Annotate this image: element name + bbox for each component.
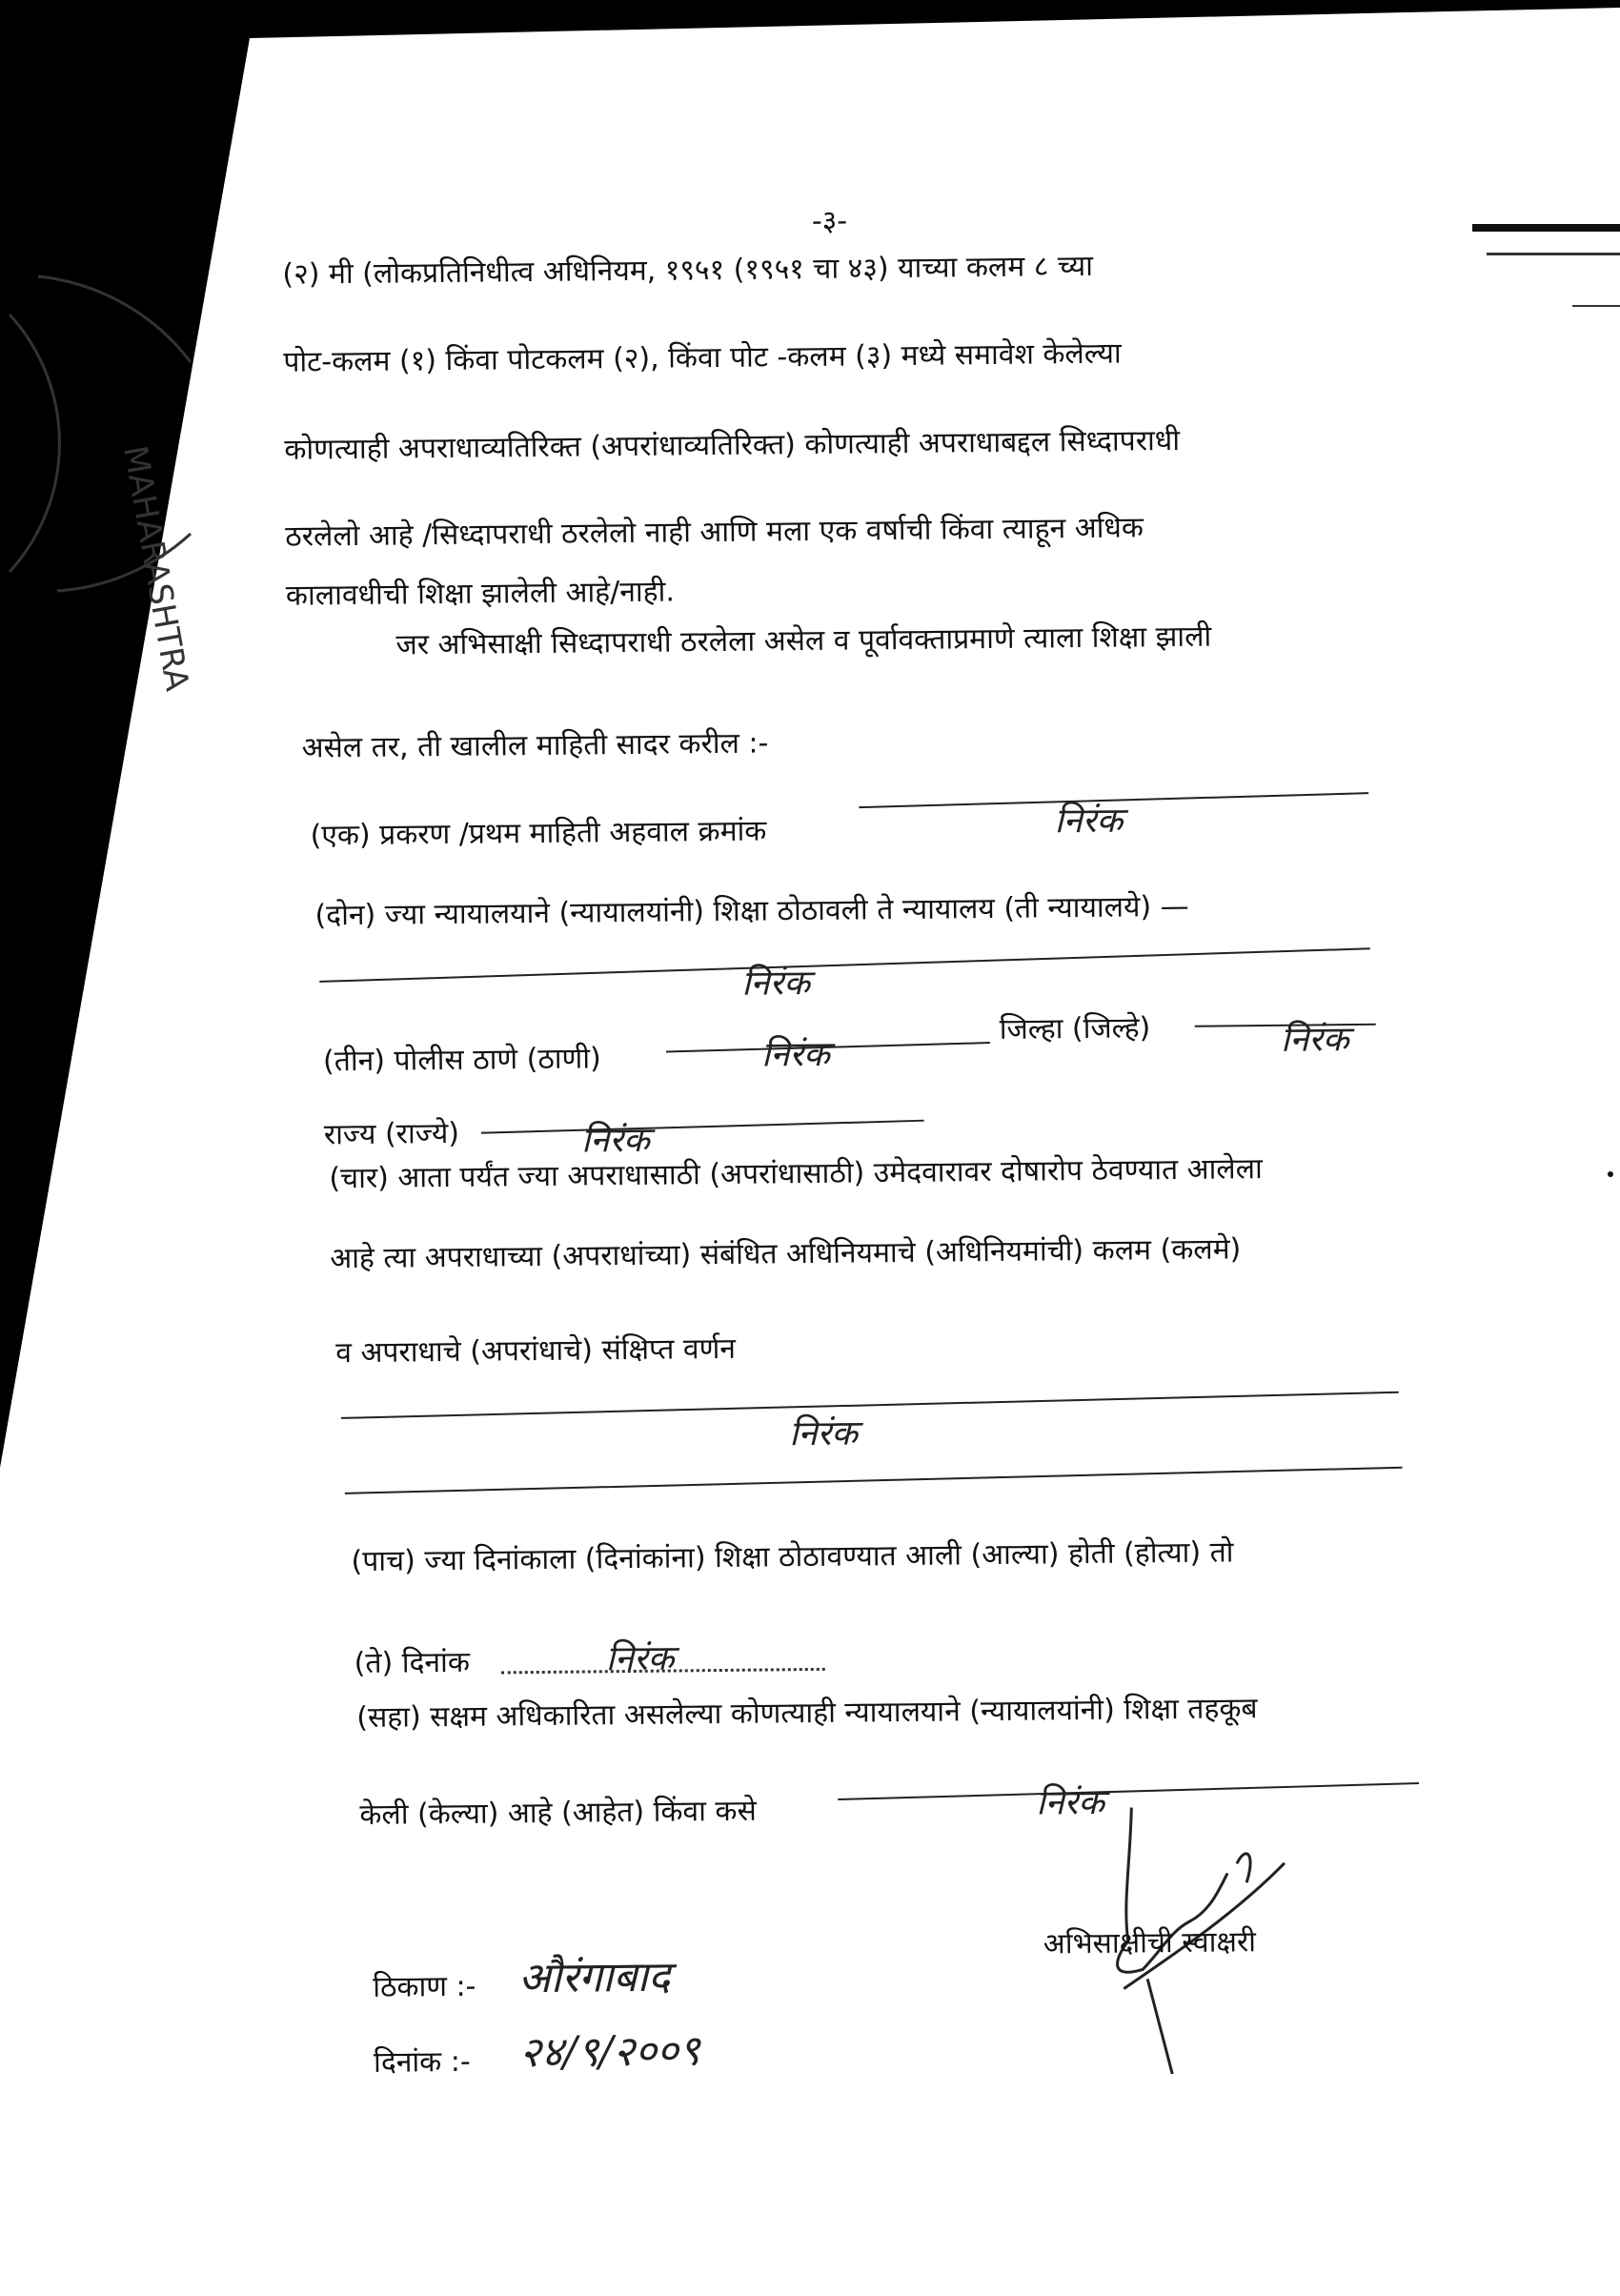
item-three-value: निरंक — [760, 1034, 830, 1075]
item-one-value: निरंक — [1054, 801, 1124, 842]
clause-2-line: ठरलेलो आहे /सिध्दापराधी ठरलेलो नाही आणि मला एक वर्षाची किंवा त्याहून अधिक — [285, 511, 1144, 554]
place-value: औरंगाबाद — [517, 1952, 671, 2003]
item-six-value: निरंक — [1036, 1782, 1105, 1823]
state-value: निरंक — [580, 1120, 650, 1161]
item-four-line: व अपराधाचे (अपरांधाचे) संक्षिप्त वर्णन — [335, 1331, 737, 1371]
clause-2-line: (२) मी (लोकप्रतिनिधीत्व अधिनियम, १९५१ (१९५१ चा ४३) याच्या कलम ८ च्या — [282, 249, 1094, 292]
item-one-label: (एक) प्रकरण /प्रथम माहिती अहवाल क्रमांक — [310, 814, 767, 853]
date-label: दिनांक :- — [373, 2044, 471, 2080]
item-five-value: निरंक — [605, 1638, 675, 1679]
item-four-value: निरंक — [788, 1413, 859, 1454]
item-four-line: (चार) आता पर्यंत ज्या अपराधासाठी (अपरांधासाठी) उमेदवारावर दोषारोप ठेवण्यात आलेला — [329, 1152, 1263, 1196]
state-label: राज्य (राज्ये) — [323, 1116, 460, 1152]
date-value: २४/९/२००९ — [518, 2026, 701, 2078]
state-rule — [481, 1120, 924, 1134]
clause-2-line: कालावधीची शिक्षा झालेली आहे/नाही. — [285, 575, 676, 613]
item-four-rule-2 — [345, 1467, 1403, 1494]
district-value: निरंक — [1280, 1020, 1349, 1060]
item-six-rule — [838, 1782, 1419, 1800]
clause-2-line: पोट-कलम (१) किंवा पोटकलम (२), किंवा पोट -कलम (३) मध्ये समावेश केलेल्या — [283, 336, 1122, 379]
item-five-line: (पाच) ज्या दिनांकाला (दिनांकांना) शिक्षा ठोठावण्यात आली (आल्या) होती (होत्या) तो — [351, 1535, 1234, 1579]
item-two-rule — [319, 947, 1370, 983]
district-label: जिल्हा (जिल्हे) — [999, 1011, 1151, 1046]
item-six-line: (सहा) सक्षम अधिकारिता असलेल्या कोणत्याही न्यायालयाने (न्यायालयांनी) शिक्षा तहकूब — [356, 1692, 1258, 1736]
intro-line: असेल तर, ती खालील माहिती सादर करील :- — [301, 726, 769, 765]
item-two-label: (दोन) ज्या न्यायालयाने (न्यायालयांनी) शिक्षा ठोठावली ते न्यायालय (ती न्यायालये) — — [314, 889, 1189, 933]
page-number: -३- — [811, 204, 848, 238]
item-two-value: निरंक — [741, 963, 811, 1004]
item-three-label: (तीन) पोलीस ठाणे (ठाणी) — [322, 1042, 601, 1079]
signature-label: अभिसाक्षीची स्वाक्षरी — [1043, 1925, 1257, 1961]
item-four-rule — [341, 1392, 1399, 1419]
stamp-lettering: MAHARASHTRA — [115, 442, 196, 694]
item-six-line: केली (केल्या) आहे (आहेत) किंवा कसे — [359, 1794, 757, 1832]
item-four-line: आहे त्या अपराधाच्या (अपराधांच्या) संबंधित अधिनियमाचे (अधिनियमांची) कलम (कलमे) — [330, 1232, 1242, 1276]
place-label: ठिकाण :- — [373, 1969, 476, 2004]
intro-line: जर अभिसाक्षी सिध्दापराधी ठरलेला असेल व पूर्वावक्ताप्रमाणे त्याला शिक्षा झाली — [395, 620, 1212, 662]
clause-2-line: कोणत्याही अपराधाव्यतिरिक्त (अपरांधाव्यतिरिक्त) कोणत्याही अपराधाबद्दल सिध्दापराधी — [284, 423, 1181, 467]
item-five-line: (ते) दिनांक — [354, 1645, 471, 1681]
